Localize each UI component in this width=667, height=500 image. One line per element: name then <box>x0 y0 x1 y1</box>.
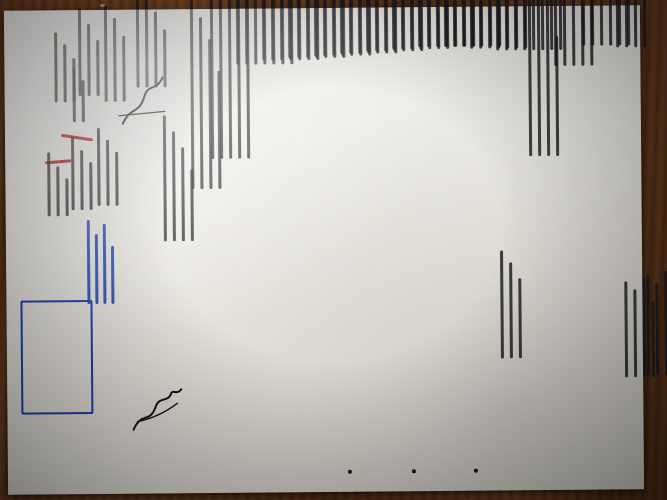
scene-caption <box>0 484 667 500</box>
